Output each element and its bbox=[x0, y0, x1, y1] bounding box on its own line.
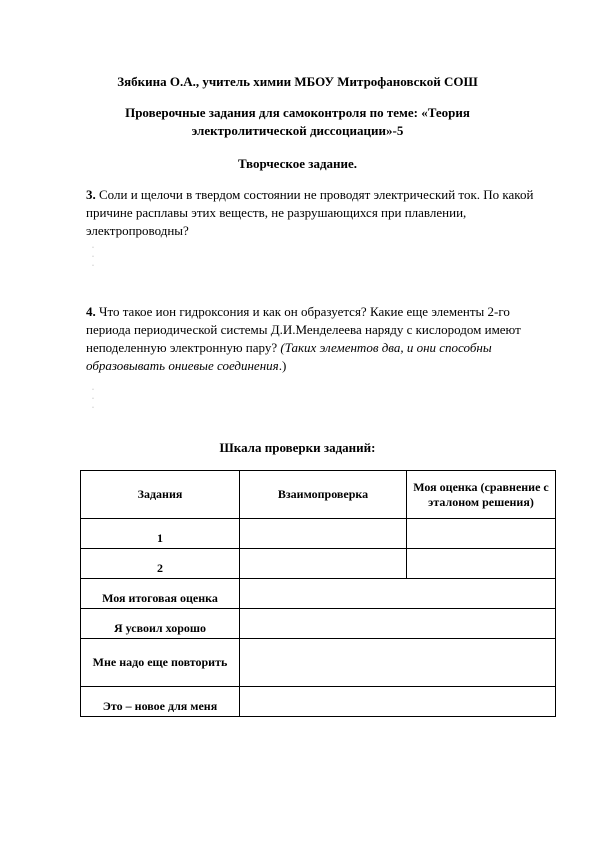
title-line-1: Проверочные задания для самоконтроля по теме: «Теория bbox=[125, 105, 470, 120]
table-row bbox=[81, 687, 556, 717]
table-row bbox=[81, 549, 556, 579]
header-peer-check: Взаимопроверка bbox=[240, 471, 407, 519]
my-grade-cell-1[interactable] bbox=[407, 519, 556, 549]
table-row bbox=[81, 519, 556, 549]
row-task-2: 2 bbox=[81, 549, 240, 579]
summary-learned-well: Я усвоил хорошо bbox=[81, 609, 240, 639]
task-3 bbox=[86, 186, 546, 240]
header-my-grade: Моя оценка (сравнение с эталоном решения) bbox=[407, 471, 556, 519]
task-4-text: Что такое ион гидроксония и как он образуется? Какие еще элементы 2-го периода периодической системы Д.И.Менделеева наряду с кислородом имеют неподеленную электронную пару? bbox=[86, 304, 521, 355]
author-line: Зябкина О.А., учитель химии МБОУ Митрофановской СОШ bbox=[117, 74, 478, 89]
summary-new-for-me: Это – новое для меня bbox=[81, 687, 240, 717]
answer-space-3: · · · bbox=[92, 245, 94, 269]
learned-well-cell[interactable] bbox=[240, 609, 556, 639]
task-3-number: 3. bbox=[86, 187, 96, 202]
summary-final-grade: Моя итоговая оценка bbox=[81, 579, 240, 609]
row-task-1: 1 bbox=[81, 519, 240, 549]
subtitle: Творческое задание. bbox=[237, 156, 358, 171]
table-header-row bbox=[81, 471, 556, 519]
task-4 bbox=[86, 303, 546, 375]
answer-space-4: · · · bbox=[92, 387, 94, 411]
peer-check-cell-2[interactable] bbox=[240, 549, 407, 579]
final-grade-cell[interactable] bbox=[240, 579, 556, 609]
header-tasks: Задания bbox=[81, 471, 240, 519]
task-4-number: 4. bbox=[86, 304, 96, 319]
my-grade-cell-2[interactable] bbox=[407, 549, 556, 579]
task-3-text: Соли и щелочи в твердом состоянии не проводят электрический ток. По какой причине расплавы этих веществ, не разрушающихся при плавлении, электропроводны? bbox=[86, 187, 534, 238]
need-review-cell[interactable] bbox=[240, 639, 556, 687]
table-row bbox=[81, 579, 556, 609]
table-row bbox=[81, 639, 556, 687]
task-4-hint-end: .) bbox=[278, 358, 287, 373]
scale-table bbox=[80, 470, 556, 717]
scale-title: Шкала проверки заданий: bbox=[219, 440, 376, 455]
new-for-me-cell[interactable] bbox=[240, 687, 556, 717]
peer-check-cell-1[interactable] bbox=[240, 519, 407, 549]
table-row bbox=[81, 609, 556, 639]
title-line-2: электролитической диссоциации»-5 bbox=[191, 123, 404, 138]
summary-need-review: Мне надо еще повторить bbox=[81, 639, 240, 687]
task-4-hint: (Таких элементов два, и они способны образовывать ониевые соединения bbox=[86, 340, 492, 373]
